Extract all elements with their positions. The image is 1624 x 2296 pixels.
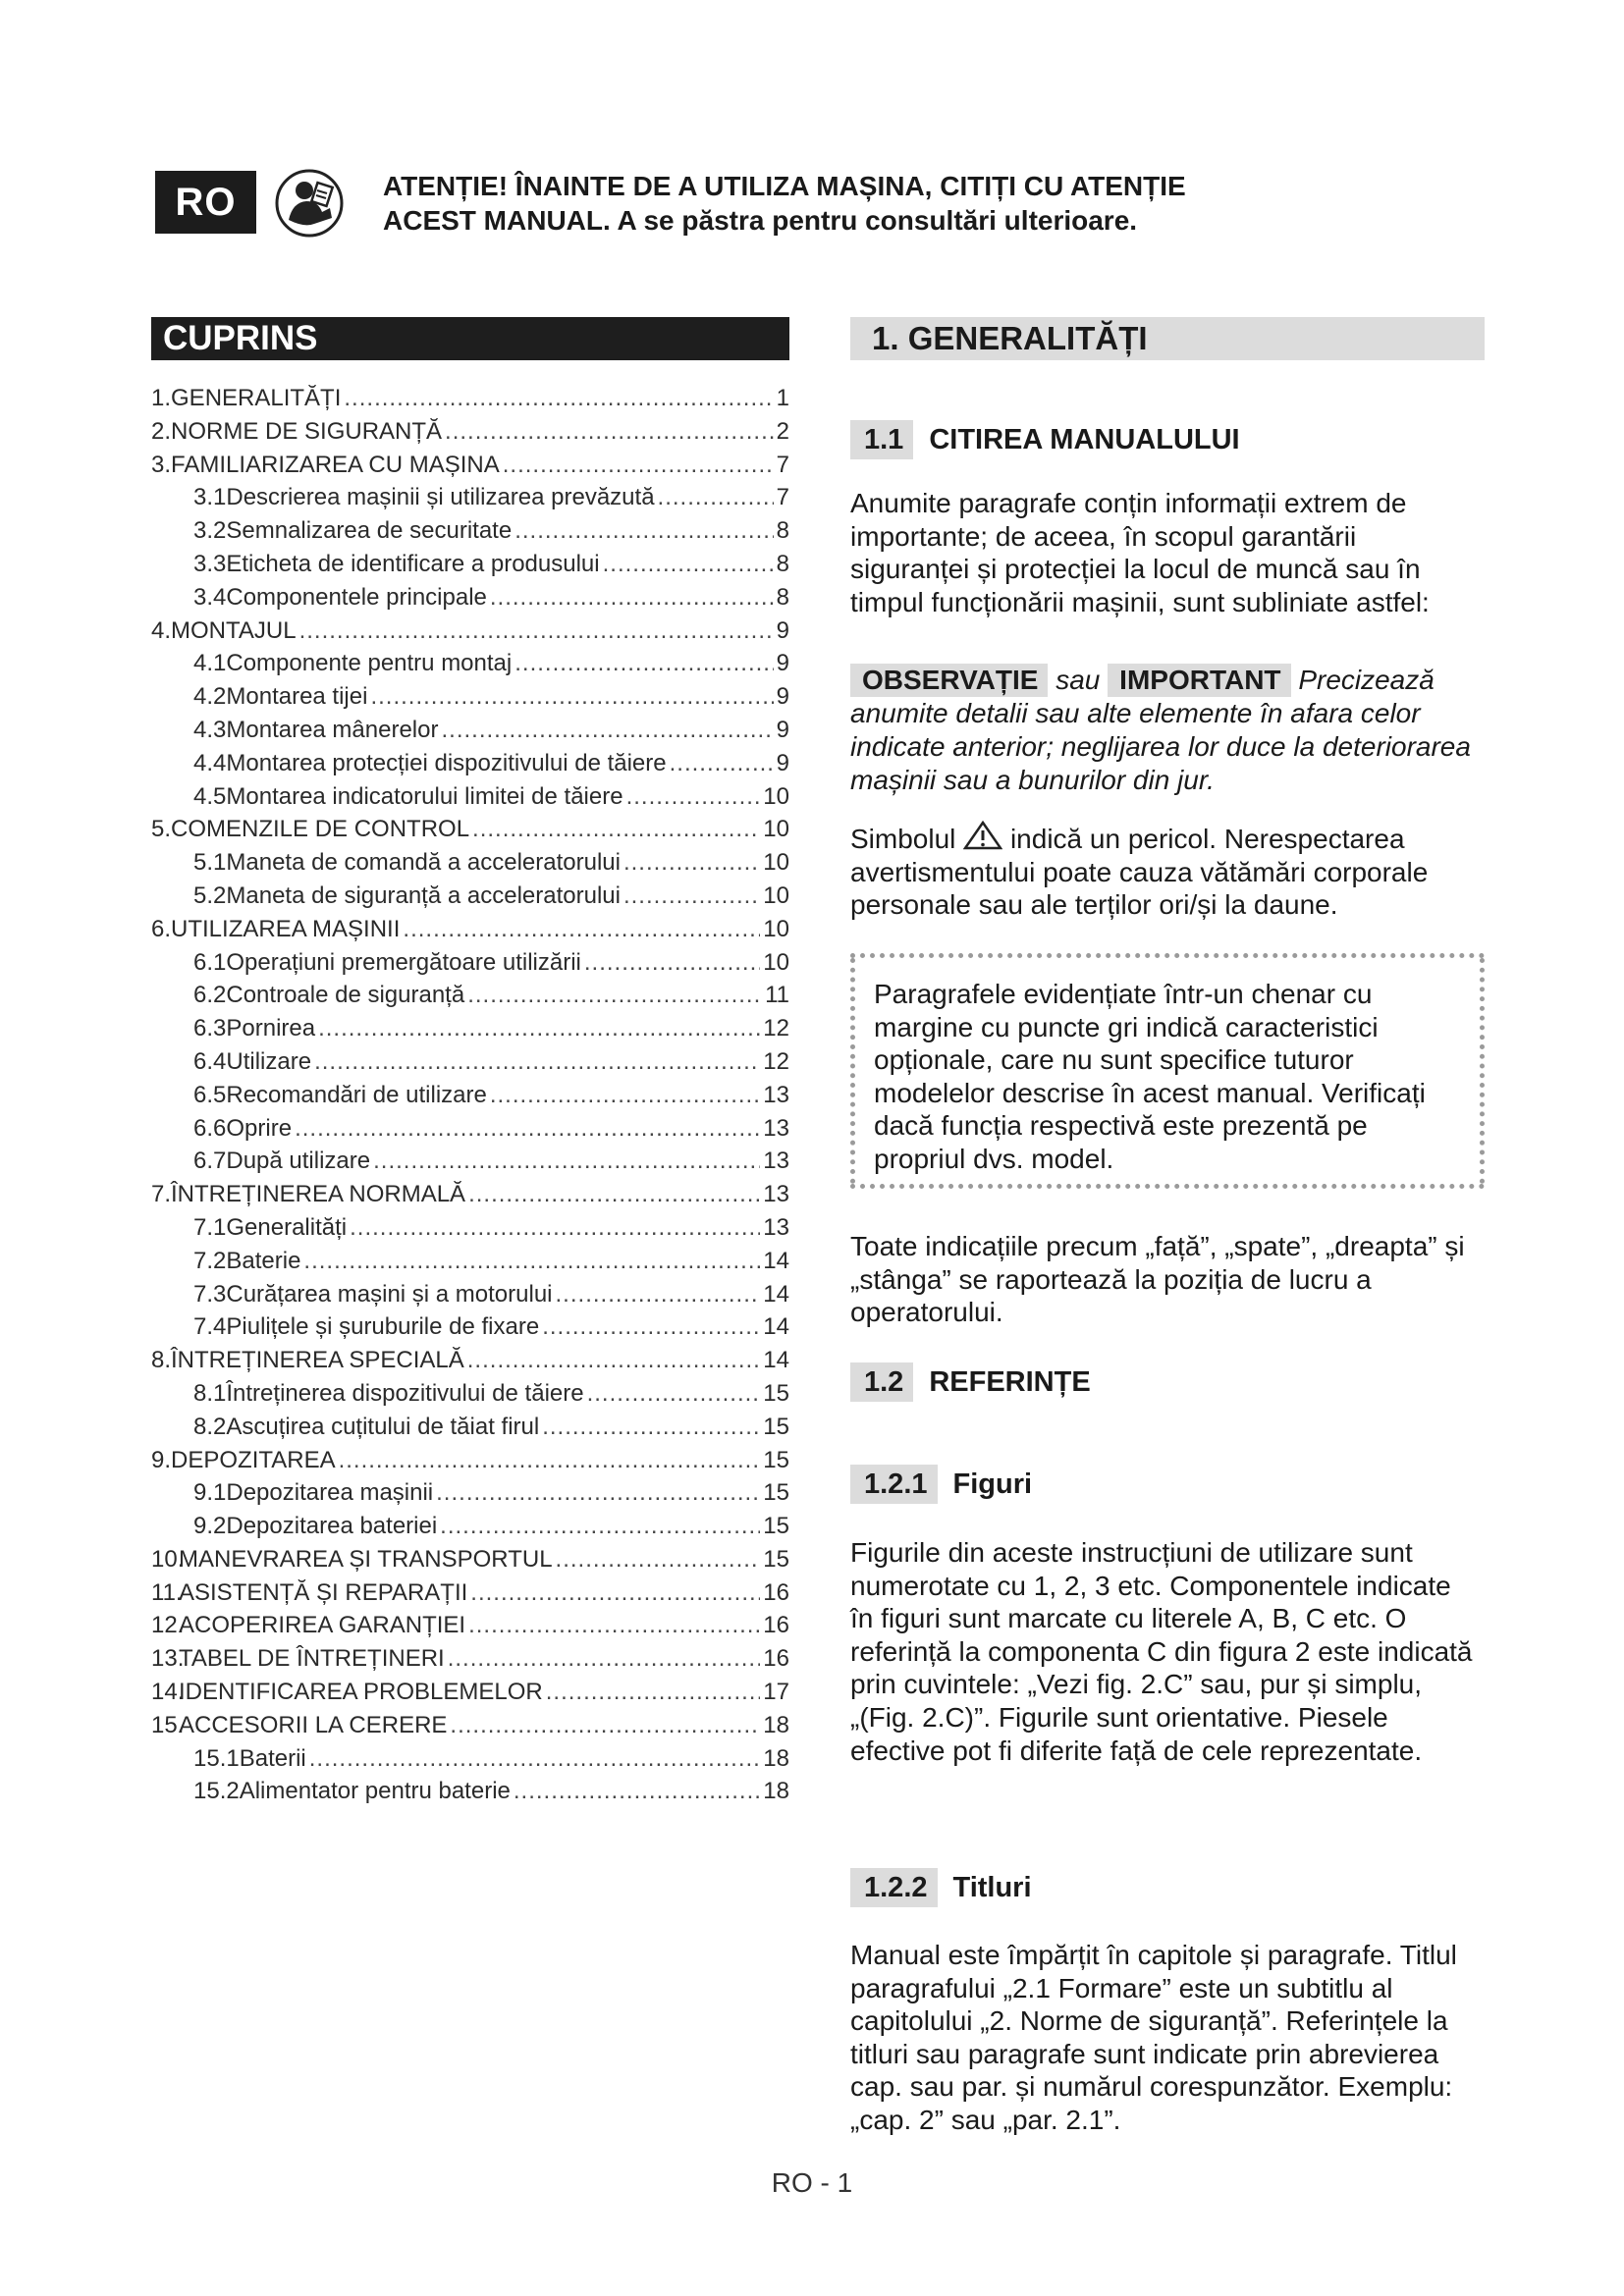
toc-entry-title: Generalități — [226, 1213, 348, 1241]
toc-entry[interactable] — [151, 1479, 789, 1513]
toc-entry-title: Curățarea mașini și a motorului — [226, 1280, 553, 1308]
toc-entry-page: 14 — [763, 1280, 789, 1308]
warning-notice — [383, 169, 1345, 238]
observation-text: Precizează anumite detalii sau alte elemente în afara celor indicate anterior; neglijarea lor duce la deteriorarea mașinii sau a bunurilor din jur. — [850, 665, 1471, 795]
toc-entry-title: UTILIZAREA MAȘINII — [171, 915, 401, 942]
toc-entry-number: 6.5 — [193, 1081, 227, 1108]
toc-dot-leader — [623, 849, 760, 877]
observation-paragraph — [850, 664, 1479, 797]
toc-entry[interactable] — [151, 1281, 789, 1314]
subsection-number: 1.2.1 — [850, 1465, 938, 1504]
toc-entry[interactable] — [151, 385, 789, 418]
toc-entry[interactable] — [151, 617, 789, 651]
danger-symbol-paragraph — [850, 821, 1479, 922]
toc-entry-number: 8. — [151, 1347, 172, 1374]
toc-entry-number: 8.1 — [193, 1379, 227, 1407]
toc-entry[interactable] — [151, 452, 789, 485]
toc-entry-title: ÎNTREȚINEREA SPECIALĂ — [171, 1347, 464, 1374]
toc-entry-page: 13 — [763, 1181, 789, 1208]
toc-entry[interactable] — [151, 1745, 789, 1779]
toc-entry-page: 9 — [776, 716, 789, 743]
toc-entry-page: 13 — [763, 1081, 789, 1108]
toc-entry-number: 9.1 — [193, 1479, 227, 1507]
subsection-title: Titluri — [952, 1871, 1032, 1903]
toc-dot-leader — [295, 1115, 760, 1143]
observation-tag: OBSERVAȚIE — [850, 664, 1048, 697]
toc-entry[interactable] — [151, 1248, 789, 1281]
toc-dot-leader — [470, 1579, 760, 1607]
toc-entry-page: 14 — [763, 1313, 789, 1341]
toc-entry[interactable] — [151, 1679, 789, 1712]
orientation-paragraph: Toate indicațiile precum „față”, „spate”, „dreapta” și „stânga” se raportează la poziția de lucru a operatorului. — [850, 1231, 1465, 1328]
toc-entry-page: 11 — [765, 982, 789, 1009]
subsection-1-2-1-heading — [850, 1465, 1032, 1504]
toc-entry-number: 7.2 — [193, 1247, 227, 1274]
subsection-title: REFERINȚE — [929, 1365, 1091, 1398]
toc-entry-page: 13 — [763, 1148, 789, 1175]
toc-dot-leader — [467, 982, 762, 1009]
toc-entry-number: 6.6 — [193, 1114, 227, 1142]
toc-dot-leader — [344, 385, 773, 412]
toc-entry-number: 3.2 — [193, 517, 227, 545]
toc-dot-leader — [441, 717, 773, 744]
toc-entry[interactable] — [151, 1115, 789, 1148]
toc-entry-title: GENERALITĂȚI — [171, 385, 342, 411]
toc-entry-number: 7. — [151, 1181, 172, 1208]
toc-dot-leader — [339, 1447, 761, 1474]
toc-entry[interactable] — [151, 982, 789, 1015]
toc-dot-leader — [450, 1712, 760, 1739]
toc-dot-leader — [299, 617, 774, 645]
toc-dot-leader — [658, 484, 774, 511]
toc-entry-page: 15 — [763, 1379, 789, 1407]
toc-entry-number: 4.1 — [193, 650, 227, 677]
toc-entry-title: Întreținerea dispozitivului de tăiere — [226, 1379, 584, 1407]
toc-entry-title: Pornirea — [226, 1015, 316, 1042]
symbol-post-text: indică un pericol. Nerespectarea avertismentului poate cauza vătămări corporale personale sau ale terților ori/și la daune. — [850, 824, 1429, 921]
toc-entry-page: 15 — [763, 1413, 789, 1440]
toc-entry-page: 9 — [776, 683, 789, 711]
toc-entry[interactable] — [151, 584, 789, 617]
toc-entry-title: ACOPERIREA GARANȚIEI — [179, 1612, 466, 1639]
toc-dot-leader — [584, 949, 760, 977]
toc-entry[interactable] — [151, 1712, 789, 1745]
toc-entry-title: MANEVRAREA ȘI TRANSPORTUL — [179, 1545, 553, 1573]
toc-entry-number: 5.1 — [193, 849, 227, 877]
toc-dot-leader — [490, 584, 774, 612]
toc-dot-leader — [314, 1048, 760, 1076]
optional-features-box — [850, 953, 1485, 1189]
toc-entry-page: 7 — [776, 484, 789, 511]
subsection-1-2-heading — [850, 1362, 1091, 1402]
toc-entry-title: ÎNTREȚINEREA NORMALĂ — [171, 1181, 466, 1208]
subsection-number: 1.2.2 — [850, 1868, 938, 1907]
toc-entry-number: 15.1 — [193, 1744, 240, 1772]
toc-dot-leader — [403, 916, 760, 943]
toc-entry[interactable] — [151, 683, 789, 717]
toc-entry-page: 9 — [776, 749, 789, 776]
toc-entry-title: MONTAJUL — [171, 616, 297, 644]
table-of-contents — [151, 385, 789, 1811]
toc-entry-number: 3.3 — [193, 550, 227, 577]
toc-entry[interactable] — [151, 882, 789, 916]
toc-entry-page: 17 — [763, 1679, 789, 1706]
toc-entry-title: Montarea mânerelor — [226, 716, 439, 743]
toc-entry-title: Depozitarea mașinii — [226, 1479, 434, 1507]
page-number: RO - 1 — [771, 2167, 853, 2198]
toc-entry-number: 6. — [151, 915, 172, 942]
toc-entry-page: 13 — [763, 1213, 789, 1241]
subsection-number: 1.1 — [850, 420, 913, 459]
toc-dot-leader — [542, 1313, 760, 1341]
toc-entry-title: Montarea indicatorului limitei de tăiere — [226, 782, 623, 810]
toc-entry[interactable] — [151, 1148, 789, 1181]
toc-entry-title: FAMILIARIZAREA CU MAȘINA — [171, 451, 500, 478]
toc-entry[interactable] — [151, 1579, 789, 1613]
toc-entry-page: 14 — [763, 1347, 789, 1374]
toc-entry[interactable] — [151, 650, 789, 683]
toc-dot-leader — [303, 1248, 760, 1275]
section-1-title: 1. GENERALITĂȚI — [850, 317, 1485, 360]
toc-entry[interactable] — [151, 1414, 789, 1447]
toc-entry-number: 5.2 — [193, 881, 227, 909]
toc-dot-leader — [468, 1181, 760, 1208]
toc-entry-page: 1 — [776, 385, 789, 411]
toc-entry-number: 3.1 — [193, 484, 227, 511]
toc-entry-page: 15 — [763, 1446, 789, 1473]
toc-entry-page: 2 — [776, 417, 789, 445]
toc-entry[interactable] — [151, 1048, 789, 1082]
toc-dot-leader — [514, 650, 773, 677]
subsection-title: CITIREA MANUALULUI — [929, 423, 1240, 455]
toc-entry[interactable] — [151, 783, 789, 817]
toc-entry-number: 9. — [151, 1446, 172, 1473]
toc-entry-number: 3.4 — [193, 583, 227, 611]
toc-entry-title: Componentele principale — [226, 583, 487, 611]
manual-reader-icon — [275, 169, 344, 238]
toc-entry-title: Alimentator pentru baterie — [239, 1778, 511, 1805]
toc-entry-title: Eticheta de identificare a produsului — [226, 550, 600, 577]
toc-entry-number: 6.7 — [193, 1148, 227, 1175]
toc-entry-title: După utilizare — [226, 1148, 371, 1175]
toc-entry[interactable] — [151, 1645, 789, 1679]
toc-entry[interactable] — [151, 1380, 789, 1414]
toc-entry[interactable] — [151, 849, 789, 882]
toc-entry[interactable] — [151, 1778, 789, 1811]
language-badge: RO — [155, 171, 256, 234]
toc-entry-number: 2. — [151, 417, 172, 445]
toc-entry-page: 8 — [776, 550, 789, 577]
toc-dot-leader — [440, 1513, 760, 1540]
toc-entry-page: 12 — [763, 1047, 789, 1075]
toc-dot-leader — [514, 517, 773, 545]
toc-dot-leader — [350, 1214, 760, 1242]
toc-entry-number: 6.2 — [193, 982, 227, 1009]
toc-entry-number: 8.2 — [193, 1413, 227, 1440]
toc-entry-page: 8 — [776, 517, 789, 545]
toc-entry-number: 6.3 — [193, 1015, 227, 1042]
toc-entry-page: 15 — [763, 1545, 789, 1573]
sau-word: sau — [1056, 665, 1101, 695]
toc-entry-title: Maneta de siguranță a acceleratorului — [226, 881, 621, 909]
toc-entry-page: 9 — [776, 616, 789, 644]
toc-dot-leader — [623, 882, 760, 910]
warning-line-2: ACEST MANUAL. A se păstra pentru consultări ulterioare. — [383, 205, 1138, 236]
subsection-title: Figuri — [952, 1468, 1033, 1500]
toc-entry-title: Montarea tijei — [226, 683, 368, 711]
toc-entry[interactable] — [151, 517, 789, 551]
toc-entry[interactable] — [151, 1313, 789, 1347]
toc-entry-title: COMENZILE DE CONTROL — [171, 816, 470, 843]
toc-entry-number: 4.4 — [193, 749, 227, 776]
toc-entry-number: 7.1 — [193, 1213, 227, 1241]
subsection-1-1-heading — [850, 420, 1240, 459]
toc-entry-number: 6.1 — [193, 948, 227, 976]
toc-entry-page: 12 — [763, 1015, 789, 1042]
toc-entry-number: 4.2 — [193, 683, 227, 711]
toc-entry[interactable] — [151, 551, 789, 584]
toc-entry-page: 15 — [763, 1479, 789, 1507]
toc-entry-page: 16 — [763, 1645, 789, 1673]
toc-dot-leader — [309, 1745, 761, 1773]
toc-entry-number: 15. — [151, 1711, 185, 1738]
reading-manual-paragraph: Anumite paragrafe conțin informații extrem de importante; de aceea, în scopul garantării siguranței și protecției la locul de muncă sau în timpul funcționării mașinii, sunt subliniate astfel: — [850, 488, 1430, 617]
toc-entry[interactable] — [151, 949, 789, 983]
toc-entry-page: 10 — [763, 915, 789, 942]
toc-entry[interactable] — [151, 1347, 789, 1380]
toc-entry-number: 9.2 — [193, 1513, 227, 1540]
toc-entry-number: 3. — [151, 451, 172, 478]
toc-entry-title: Utilizare — [226, 1047, 312, 1075]
symbol-pre-text: Simbolul — [850, 824, 956, 854]
toc-dot-leader — [603, 551, 774, 578]
toc-entry-number: 13. — [151, 1645, 185, 1673]
toc-entry-title: Piulițele și șuruburile de fixare — [226, 1313, 540, 1341]
toc-entry-number: 15.2 — [193, 1778, 240, 1805]
toc-dot-leader — [546, 1679, 761, 1706]
toc-entry[interactable] — [151, 916, 789, 949]
important-tag: IMPORTANT — [1108, 664, 1290, 697]
toc-entry-title: Baterie — [226, 1247, 301, 1274]
toc-dot-leader — [670, 750, 774, 777]
figures-paragraph: Figurile din aceste instrucțiuni de utilizare sunt numerotate cu 1, 2, 3 etc. Componentele indicate în figuri sunt marcate cu literele A, B, C etc. O referință la componenta C din figura 2 este indicată prin cuvintele: „Vezi fig. 2.C” sau, pur și simplu, „(Fig. 2.C)”. Figurile sunt orientative. Piesele efective pot fi diferite față de cele reprezentate. — [850, 1537, 1473, 1766]
toc-entry-number: 12. — [151, 1612, 185, 1639]
toc-entry[interactable] — [151, 484, 789, 517]
toc-entry[interactable] — [151, 1082, 789, 1115]
toc-entry-title: Operațiuni premergătoare utilizării — [226, 948, 581, 976]
toc-entry-page: 10 — [763, 816, 789, 843]
toc-entry-title: Montarea protecției dispozitivului de tăiere — [226, 749, 667, 776]
toc-entry-title: Maneta de comandă a acceleratorului — [226, 849, 621, 877]
toc-entry[interactable] — [151, 1181, 789, 1214]
toc-entry-page: 10 — [763, 849, 789, 877]
toc-dot-leader — [468, 1612, 760, 1639]
toc-entry-page: 8 — [776, 583, 789, 611]
titles-paragraph: Manual este împărțit în capitole și paragrafe. Titlul paragrafului „2.1 Formare” este un subtitlu al capitolului „2. Norme de siguranță”. Referințele la titluri sau paragrafe sunt indicate prin abrevierea cap. sau par. și numărul corespunzător. Exemplu: „cap. 2” sau „par. 2.1”. — [850, 1940, 1457, 2135]
toc-entry[interactable] — [151, 1513, 789, 1546]
toc-entry-title: NORME DE SIGURANȚĂ — [171, 417, 443, 445]
toc-entry[interactable] — [151, 1612, 789, 1645]
toc-entry-title: Controale de siguranță — [226, 982, 465, 1009]
toc-dot-leader — [467, 1347, 761, 1374]
toc-dot-leader — [448, 1645, 761, 1673]
toc-entry-number: 6.4 — [193, 1047, 227, 1075]
toc-entry-number: 5. — [151, 816, 172, 843]
toc-entry-number: 10. — [151, 1545, 185, 1573]
toc-dot-leader — [472, 816, 760, 843]
toc-entry-title: Componente pentru montaj — [226, 650, 513, 677]
warning-triangle-icon — [963, 821, 1002, 850]
toc-entry-title: Descrierea mașinii și utilizarea prevăzută — [226, 484, 655, 511]
toc-entry-number: 4.5 — [193, 782, 227, 810]
subsection-1-2-2-heading — [850, 1868, 1032, 1907]
toc-dot-leader — [587, 1380, 761, 1408]
toc-dot-leader — [490, 1082, 760, 1109]
toc-entry-title: Semnalizarea de securitate — [226, 517, 513, 545]
toc-dot-leader — [318, 1015, 760, 1042]
toc-entry[interactable] — [151, 1546, 789, 1579]
toc-entry[interactable] — [151, 816, 789, 849]
toc-entry-page: 15 — [763, 1513, 789, 1540]
subsection-number: 1.2 — [850, 1362, 913, 1402]
toc-dot-leader — [514, 1778, 760, 1805]
toc-entry-number: 7.4 — [193, 1313, 227, 1341]
toc-dot-leader — [556, 1546, 761, 1574]
toc-entry-page: 18 — [763, 1744, 789, 1772]
optional-features-text: Paragrafele evidențiate într-un chenar cu margine cu puncte gri indică caracteristici opționale, care nu sunt specifice tuturor modelelor descrise în acest manual. Verificați dacă funcția respectivă este prezentă pe propriul dvs. model. — [874, 979, 1426, 1174]
toc-entry-page: 18 — [763, 1711, 789, 1738]
toc-entry-page: 10 — [763, 948, 789, 976]
toc-entry-page: 16 — [763, 1578, 789, 1606]
toc-dot-leader — [373, 1148, 760, 1175]
toc-entry-title: Baterii — [239, 1744, 306, 1772]
toc-dot-leader — [503, 452, 774, 479]
toc-dot-leader — [445, 418, 774, 446]
toc-entry-number: 4.3 — [193, 716, 227, 743]
toc-dot-leader — [436, 1479, 760, 1507]
toc-dot-leader — [556, 1281, 761, 1308]
toc-entry-page: 7 — [776, 451, 789, 478]
toc-entry-title: Oprire — [226, 1114, 293, 1142]
toc-entry-title: DEPOZITAREA — [171, 1446, 336, 1473]
toc-entry-title: Recomandări de utilizare — [226, 1081, 487, 1108]
toc-entry-page: 18 — [763, 1778, 789, 1805]
toc-title: CUPRINS — [151, 317, 789, 360]
toc-entry[interactable] — [151, 418, 789, 452]
toc-entry[interactable] — [151, 1214, 789, 1248]
toc-dot-leader — [626, 783, 761, 811]
toc-dot-leader — [370, 683, 773, 711]
toc-entry-page: 10 — [763, 782, 789, 810]
toc-entry-title: IDENTIFICAREA PROBLEMELOR — [179, 1679, 543, 1706]
toc-entry-number: 14. — [151, 1679, 185, 1706]
toc-entry-number: 4. — [151, 616, 172, 644]
toc-entry[interactable] — [151, 1447, 789, 1480]
toc-entry[interactable] — [151, 717, 789, 750]
toc-entry-page: 13 — [763, 1114, 789, 1142]
toc-entry-title: TABEL DE ÎNTREȚINERI — [179, 1645, 445, 1673]
toc-entry-title: Ascuțirea cuțitului de tăiat firul — [226, 1413, 540, 1440]
toc-entry-page: 10 — [763, 881, 789, 909]
toc-entry[interactable] — [151, 750, 789, 783]
toc-entry-title: Depozitarea bateriei — [226, 1513, 438, 1540]
toc-entry-page: 14 — [763, 1247, 789, 1274]
toc-entry-page: 16 — [763, 1612, 789, 1639]
toc-entry-number: 1. — [151, 385, 172, 411]
toc-entry[interactable] — [151, 1015, 789, 1048]
toc-entry-title: ACCESORII LA CERERE — [179, 1711, 448, 1738]
toc-entry-page: 9 — [776, 650, 789, 677]
toc-entry-title: ASISTENȚĂ ȘI REPARAȚII — [179, 1578, 468, 1606]
warning-line-1: ATENȚIE! ÎNAINTE DE A UTILIZA MAȘINA, CITIȚI CU ATENȚIE — [383, 171, 1186, 201]
toc-dot-leader — [542, 1414, 760, 1441]
toc-entry-number: 11. — [151, 1578, 183, 1606]
toc-entry-number: 7.3 — [193, 1280, 227, 1308]
